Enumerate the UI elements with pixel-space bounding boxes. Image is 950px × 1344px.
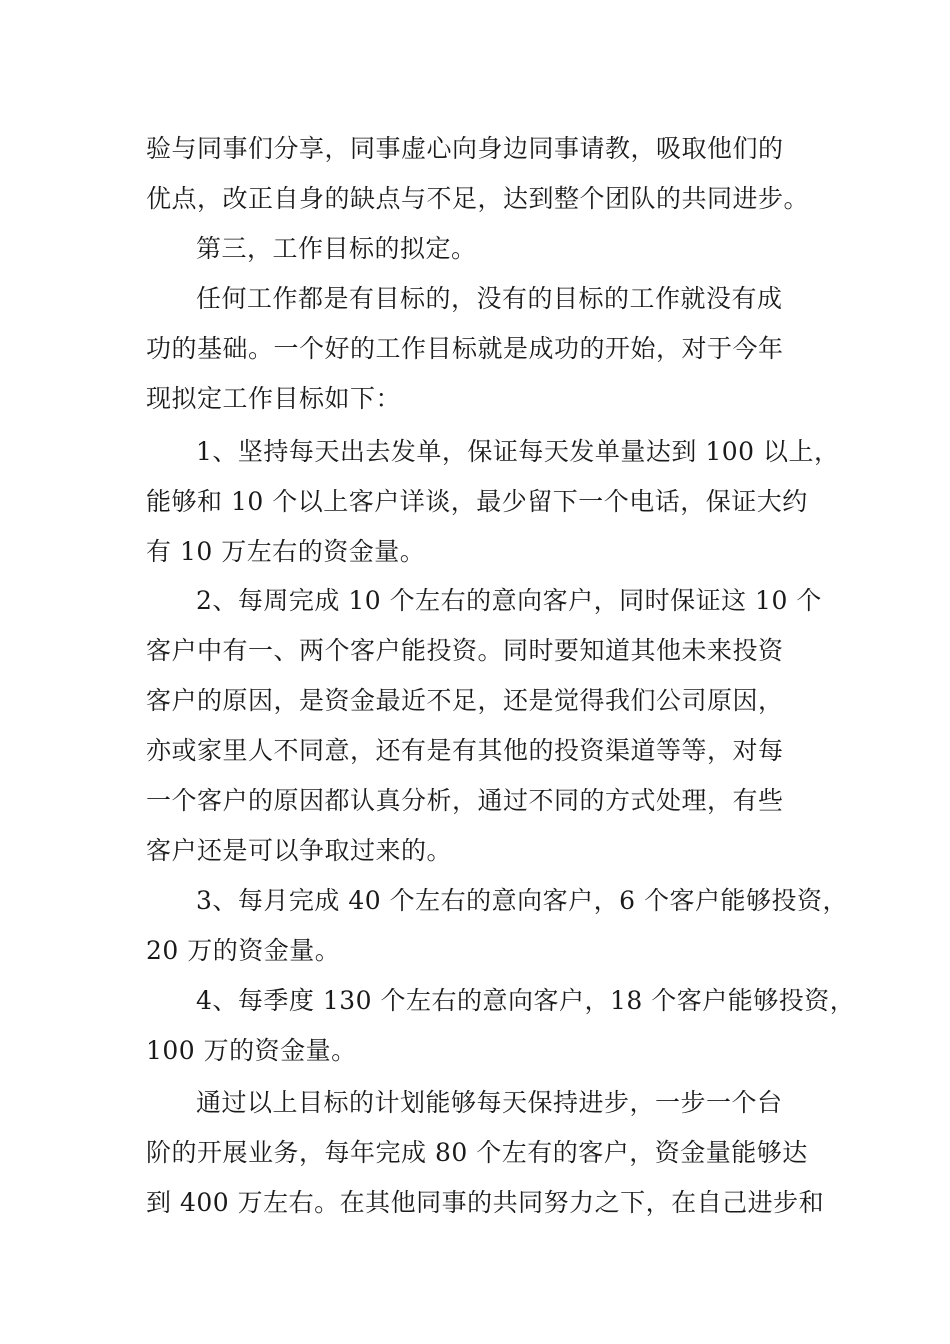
paragraph-start: 任何工作都是有目标的，没有的目标的工作就没有成	[196, 284, 783, 313]
paragraph-start: 通过以上目标的计划能够每天保持进步，一步一个台	[196, 1088, 783, 1117]
list-item-2: 2、每周完成 10 个左右的意向客户，同时保证这 10 个	[196, 586, 822, 615]
text-line: 优点，改正自身的缺点与不足，达到整个团队的共同进步。	[146, 184, 810, 213]
text-line: 到 400 万左右。在其他同事的共同努力之下，在自己进步和	[146, 1188, 825, 1217]
list-item-1: 1、坚持每天出去发单，保证每天发单量达到 100 以上，	[196, 437, 840, 466]
text-line: 客户的原因，是资金最近不足，还是觉得我们公司原因，	[146, 686, 784, 715]
list-item-4: 4、每季度 130 个左右的意向客户，18 个客户能够投资，	[196, 986, 856, 1015]
text-line: 20 万的资金量。	[146, 936, 341, 965]
text-line: 阶的开展业务，每年完成 80 个左有的客户，资金量能够达	[146, 1138, 808, 1167]
list-item-3: 3、每月完成 40 个左右的意向客户，6 个客户能够投资，	[196, 886, 848, 915]
text-line: 客户中有一、两个客户能投资。同时要知道其他未来投资	[146, 636, 784, 665]
text-line: 现拟定工作目标如下：	[146, 384, 402, 413]
text-line: 100 万的资金量。	[146, 1036, 357, 1065]
text-line: 客户还是可以争取过来的。	[146, 836, 453, 865]
text-line: 亦或家里人不同意，还有是有其他的投资渠道等等，对每	[146, 736, 784, 765]
text-line: 验与同事们分享，同事虚心向身边同事请教，吸取他们的	[146, 134, 784, 163]
text-line: 有 10 万左右的资金量。	[146, 537, 426, 566]
text-line: 一个客户的原因都认真分析，通过不同的方式处理，有些	[146, 786, 784, 815]
text-line: 能够和 10 个以上客户详谈，最少留下一个电话，保证大约	[146, 487, 808, 516]
section-heading: 第三，工作目标的拟定。	[196, 234, 477, 263]
text-line: 功的基础。一个好的工作目标就是成功的开始，对于今年	[146, 334, 784, 363]
